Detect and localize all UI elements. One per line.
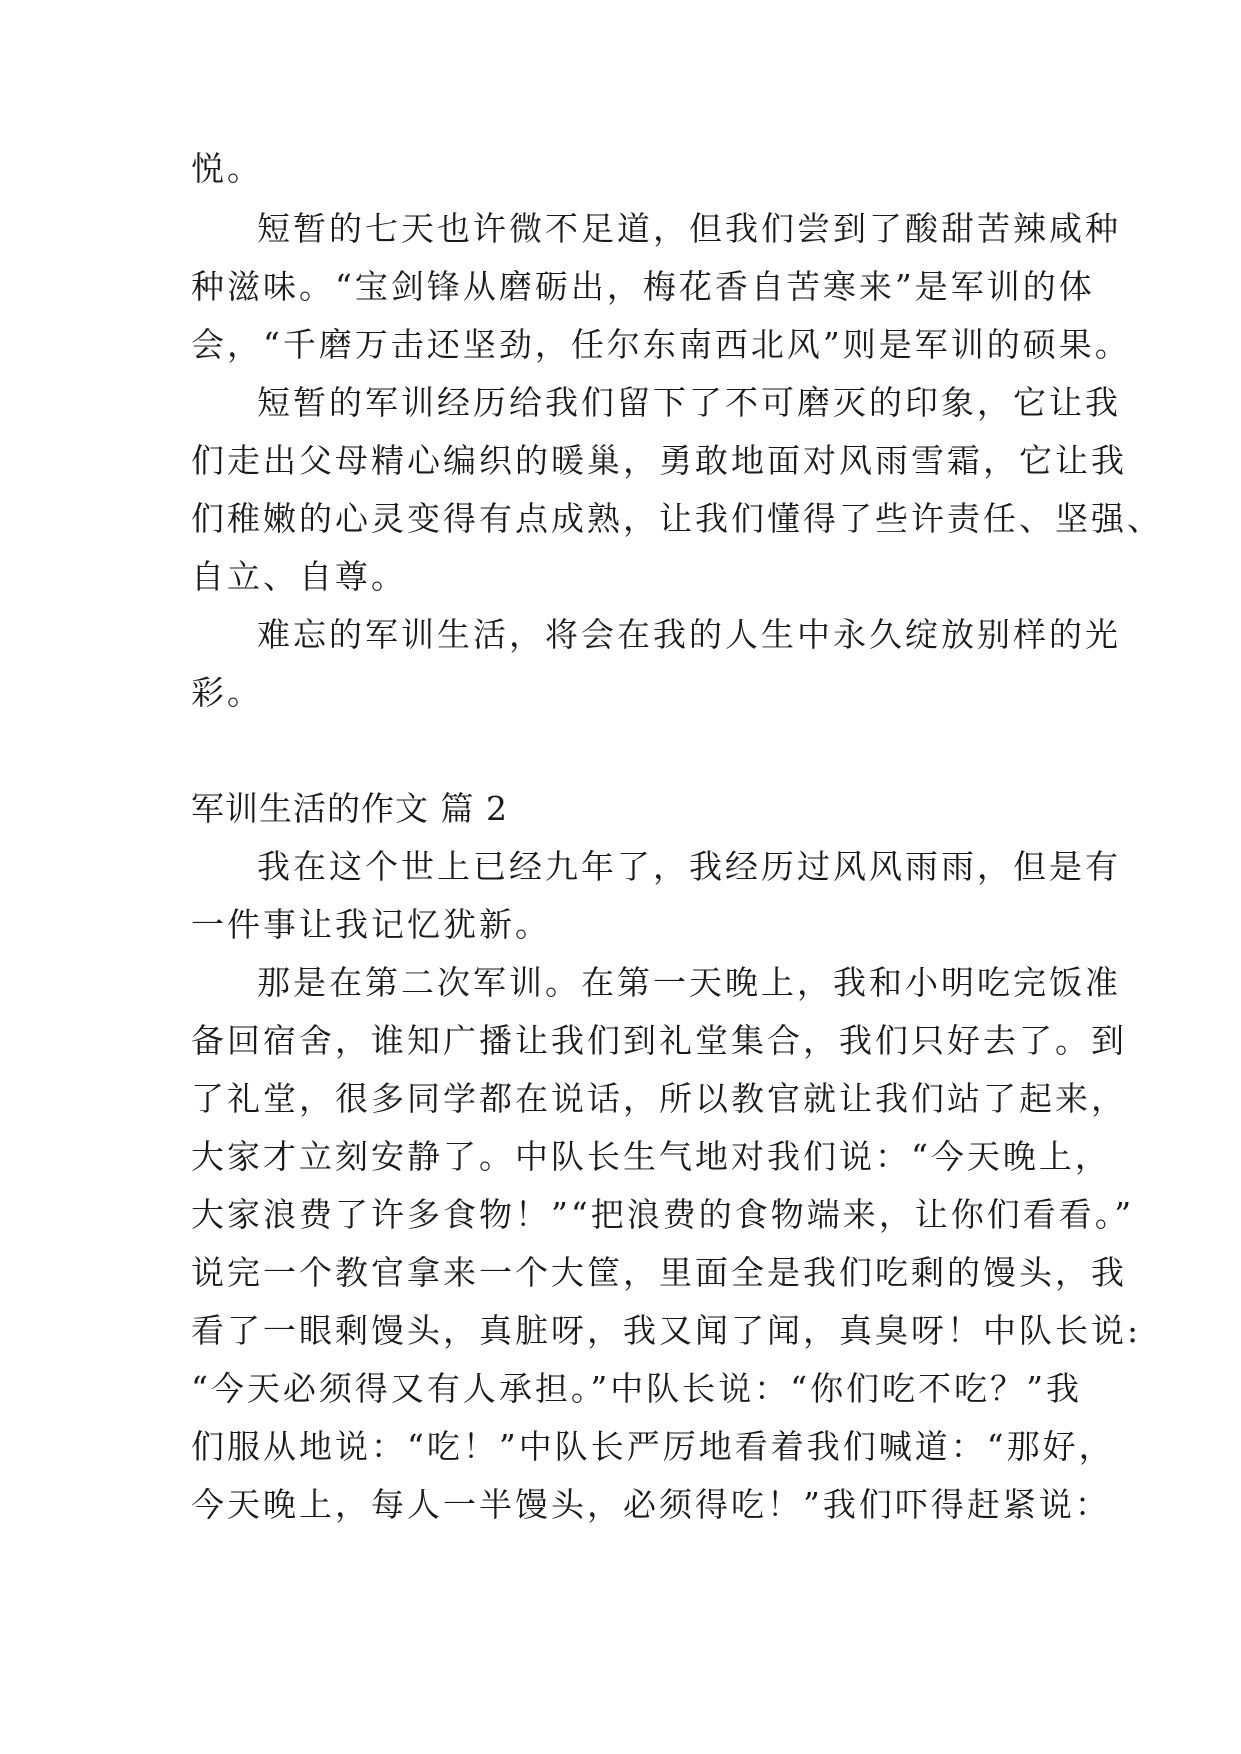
paragraph-start-line: 短暂的七天也许微不足道，但我们尝到了酸甜苦辣咸种 — [257, 209, 1121, 248]
text-line: 说完一个教官拿来一个大筐，里面全是我们吃剩的馒头，我 — [191, 1253, 1127, 1292]
text-line: 们稚嫩的心灵变得有点成熟，让我们懂得了些许责任、坚强、 — [191, 499, 1163, 538]
text-line: 彩。 — [191, 673, 263, 712]
section-heading: 军训生活的作文 篇 2 — [191, 789, 508, 828]
paragraph-start-line: 我在这个世上已经九年了，我经历过风风雨雨，但是有 — [257, 847, 1121, 886]
text-line: 看了一眼剩馒头，真脏呀，我又闻了闻，真臭呀！中队长说: — [191, 1311, 1142, 1350]
text-line: 了礼堂，很多同学都在说话，所以教官就让我们站了起来， — [191, 1079, 1127, 1118]
text-line: 大家浪费了许多食物！”“把浪费的食物端来，让你们看看。” — [191, 1195, 1135, 1234]
text-line: 今天晚上，每人一半馒头，必须得吃！”我们吓得赶紧说： — [191, 1485, 1111, 1524]
text-line: “今天必须得又有人承担。”中队长说：“你们吃不吃？”我 — [191, 1369, 1082, 1408]
text-line: 自立、自尊。 — [191, 557, 407, 596]
text-line: 们走出父母精心编织的暖巢，勇敢地面对风雨雪霜，它让我 — [191, 441, 1127, 480]
paragraph-start-line: 那是在第二次军训。在第一天晚上，我和小明吃完饭准 — [257, 963, 1121, 1002]
text-line: 们服从地说：“吃！”中队长严厉地看着我们喊道：“那好， — [191, 1427, 1115, 1466]
text-line: 会，“千磨万击还坚劲，任尔东南西北风”则是军训的硕果。 — [191, 325, 1131, 364]
text-line: 种滋味。“宝剑锋从磨砺出，梅花香自苦寒来”是军训的体 — [191, 267, 1095, 306]
text-line: 大家才立刻安静了。中队长生气地对我们说：“今天晚上， — [191, 1137, 1111, 1176]
paragraph-start-line: 难忘的军训生活，将会在我的人生中永久绽放别样的光 — [257, 615, 1121, 654]
paragraph-start-line: 短暂的军训经历给我们留下了不可磨灭的印象，它让我 — [257, 383, 1121, 422]
text-line: 悦。 — [191, 149, 263, 188]
text-line: 一件事让我记忆犹新。 — [191, 905, 551, 944]
text-line: 备回宿舍，谁知广播让我们到礼堂集合，我们只好去了。到 — [191, 1021, 1127, 1060]
